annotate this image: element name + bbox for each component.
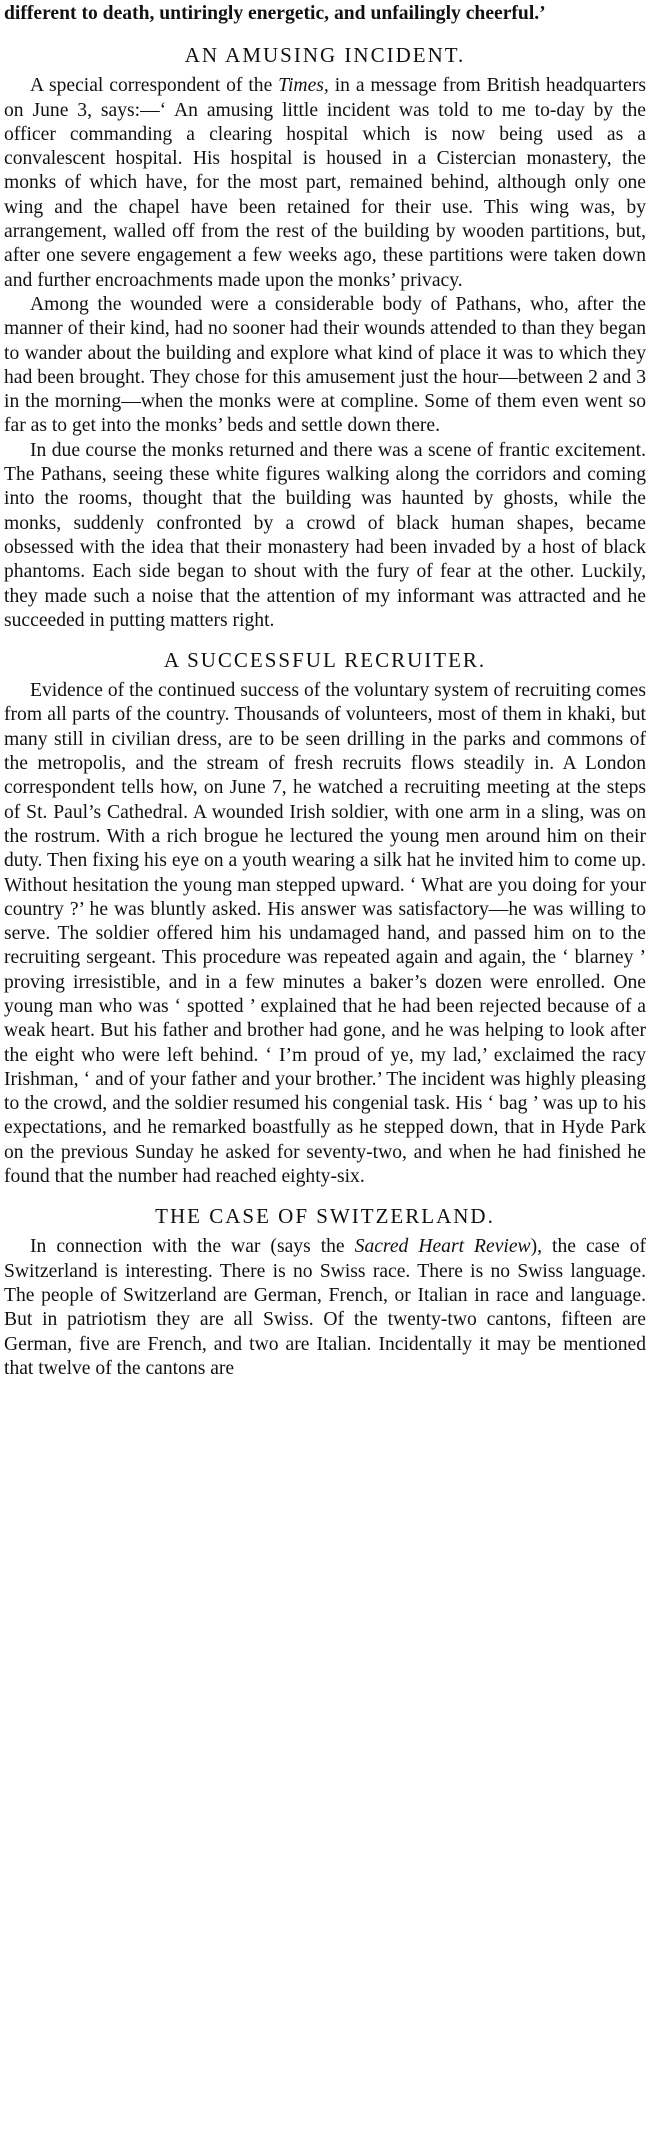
article-heading: AN AMUSING INCIDENT. xyxy=(184,43,466,68)
article-paragraph: Among the wounded were a considerable body of Pathans, who, after the manner of their kind, had no sooner had their wounds attended to than they began to wander about the building and explore what kind of place it was to which they had been brought. They chose for this amusement just the hour—between 2 and 3 in the morning—when the monks were at compline. Some of them even went so far as to get into the monks’ beds and settle down there. xyxy=(4,293,646,437)
article-case-of-switzerland xyxy=(4,1203,646,1381)
article-paragraph: In due course the monks returned and there was a scene of frantic excitement. The Pathans, seeing these white figures walking along the corridors and coming into the rooms, thought that the building was haunted by ghosts, while the monks, suddenly confronted by a crowd of black human shapes, became obsessed with the idea that their monastery had been invaded by a host of black phantoms. Each side began to shout with the fury of fear at the other. Luckily, they made such a noise that the attention of my informant was attracted and he succeeded in putting matters right. xyxy=(4,439,646,631)
article-paragraph xyxy=(4,1235,646,1381)
paragraph-text: ), the case of Switzerland is interesting. There is no Swiss race. There is no Swiss language. The people of Switzerland are German, French, or Italian in race and language. But in patriotism they are all Swiss. Of the twenty-two cantons, fifteen are German, five are French, and two are Italian. Incidentally it may be mentioned that twelve of the cantons are xyxy=(4,1236,647,1379)
article-heading: THE CASE OF SWITZERLAND. xyxy=(155,1204,495,1229)
publication-name: Times, xyxy=(278,75,329,97)
article-paragraph xyxy=(4,74,646,293)
intro-paragraph: different to death, untiringly energetic, and unfailingly cheerful.’ xyxy=(4,3,546,24)
paragraph-text: A special correspondent of the xyxy=(30,75,279,97)
paragraph-text: in a message from British headquarters on June 3, says:—‘ An amusing little incident was told to me to-day by the officer commanding a clearing hospital which is now being used as a convalescent hospital. His hospital is housed in a Cistercian monastery, the monks of which have, for the most part, remained behind, although only one wing and the chapel have been retained for their use. This wing was, by arrangement, walled off from the rest of the building by wooden partitions, but, after one severe engagement a few weeks ago, these partitions were taken down and further encroachments made upon the monks’ privacy. xyxy=(4,75,646,291)
paragraph-text: In connection with the war (says the xyxy=(30,1236,355,1258)
article-successful-recruiter xyxy=(4,647,646,1189)
publication-name: Sacred Heart Review xyxy=(354,1236,531,1258)
article-paragraph: Evidence of the continued success of the voluntary system of recruiting comes from all parts of the country. Thousands of volunteers, most of them in khaki, but many still in civilian dress, are to be seen drilling in the parks and commons of the metropolis, and the stream of fresh recruits flows steadily in. A London correspondent tells how, on June 7, he watched a recruiting meeting at the steps of St. Paul’s Cathedral. A wounded Irish soldier, with one arm in a sling, was on the rostrum. With a rich brogue he lectured the young men around him on their duty. Then fixing his eye on a youth wearing a silk hat he invited him to come up. Without hesitation the young man stepped upward. ‘ What are you doing for your country ?’ he was bluntly asked. His answer was satisfactory—he was willing to serve. The soldier offered him his undamaged hand, and passed him on to the recruiting sergeant. This procedure was repeated again and again, the ‘ blarney ’ proving irresistible, and in a few minutes a baker’s dozen were enrolled. One young man who was ‘ spotted ’ explained that he had been rejected because of a weak heart. But his father and brother had gone, and he was helping to look after the eight who were left behind. ‘ I’m proud of ye, my lad,’ exclaimed the racy Irishman, ‘ and of your father and your brother.’ The incident was highly pleasing to the crowd, and the soldier resumed his congenial task. His ‘ bag ’ was up to his expectations, and he remarked boastfully as he stepped down, that in Hyde Park on the previous Sunday he asked for seventy-two, and when he had finished he found that the number had reached eighty-six. xyxy=(4,680,646,1188)
article-heading: A SUCCESSFUL RECRUITER. xyxy=(163,648,487,673)
article-amusing-incident xyxy=(4,42,646,633)
